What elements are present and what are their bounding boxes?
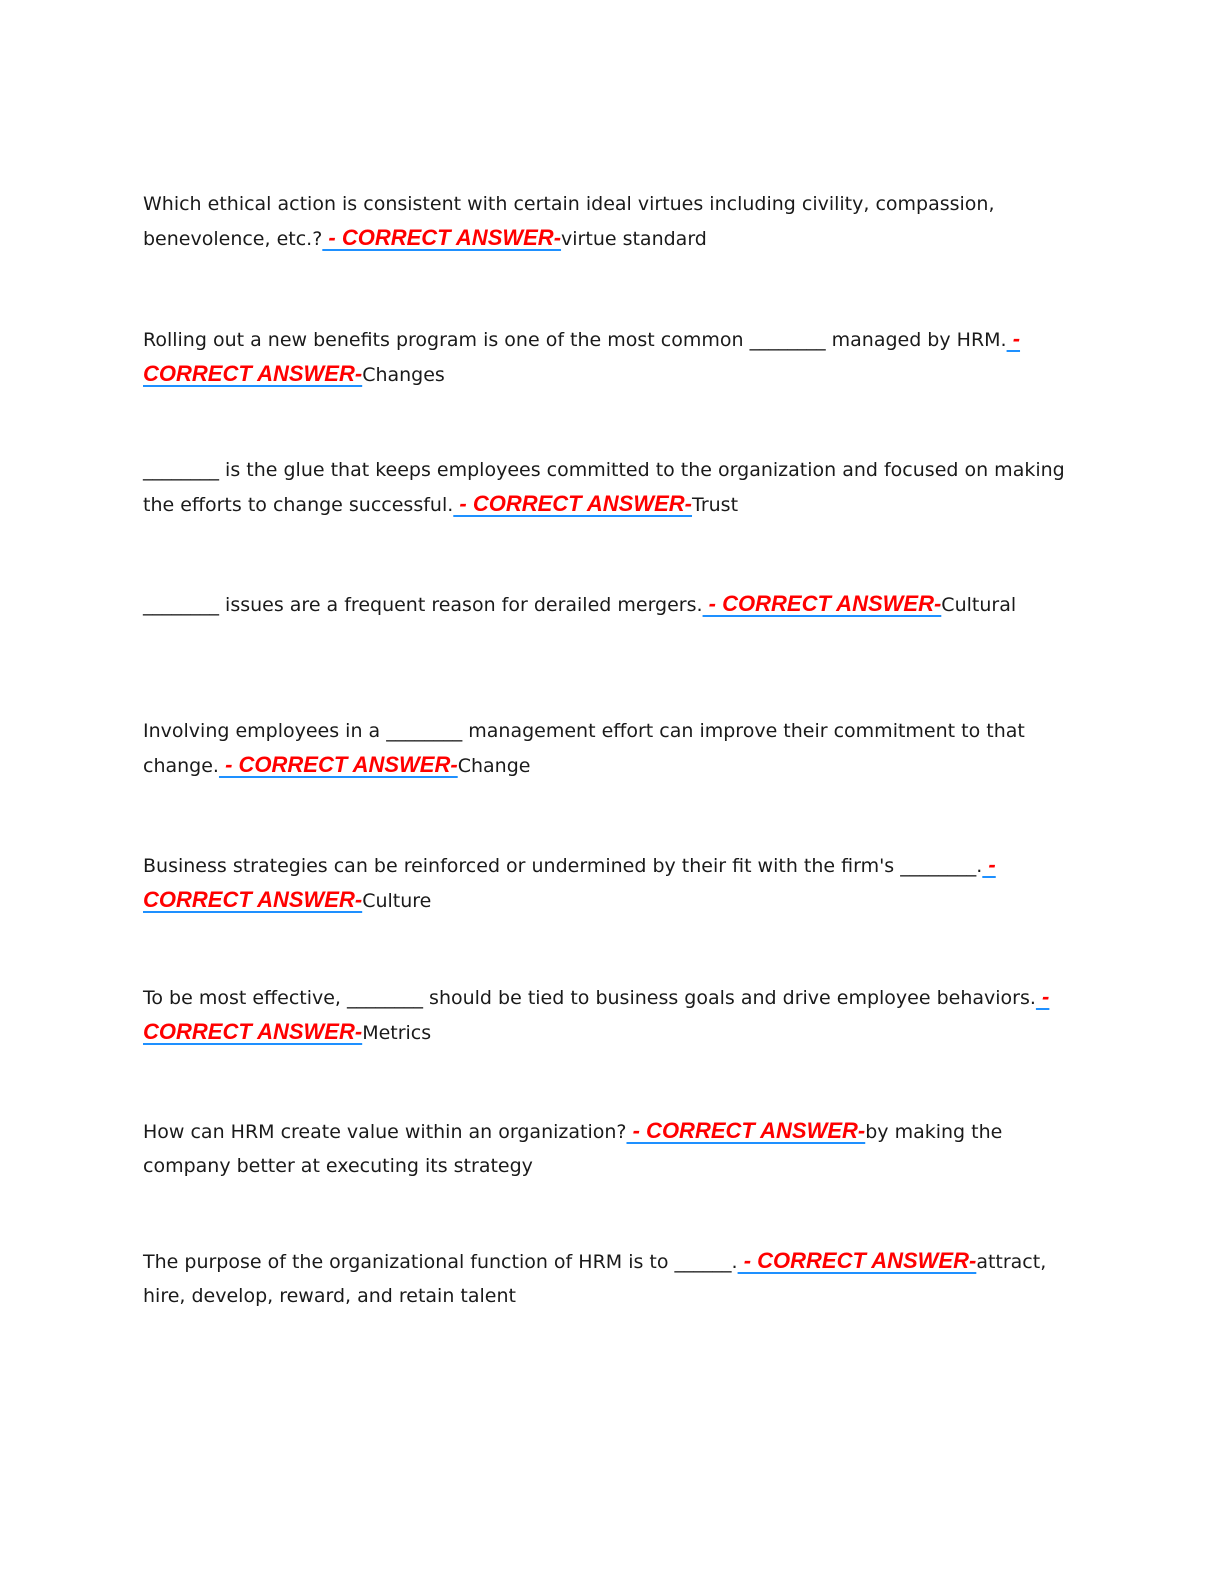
question-text: The purpose of the organizational function of HRM is to ______. — [143, 1251, 738, 1273]
correct-answer-marker: - CORRECT ANSWER- — [737, 1248, 977, 1273]
qa-item-4 — [143, 587, 1073, 622]
answer-text: Metrics — [362, 1022, 432, 1044]
qa-item-5 — [143, 714, 1073, 783]
answer-text: Cultural — [941, 594, 1017, 616]
qa-item-7 — [143, 980, 1073, 1050]
answer-text: Changes — [362, 364, 445, 386]
question-text: Business strategies can be reinforced or undermined by their fit with the firm's ________. — [143, 855, 983, 877]
correct-answer-marker: - CORRECT ANSWER- — [453, 491, 693, 516]
correct-answer-marker: - CORRECT ANSWER- — [702, 591, 942, 616]
answer-text: Culture — [362, 890, 432, 912]
correct-answer-marker: - CORRECT ANSWER- — [218, 752, 458, 777]
answer-text: virtue standard — [561, 228, 707, 250]
question-text: ________ is the glue that keeps employees committed to the organization and focused on making the efforts to change successful. — [143, 459, 1065, 516]
correct-answer-marker: - CORRECT ANSWER- — [143, 852, 996, 912]
qa-item-3 — [143, 453, 1073, 522]
question-text: Which ethical action is consistent with certain ideal virtues including civility, compassion, benevolence, etc.? — [143, 193, 995, 250]
question-text: ________ issues are a frequent reason for derailed mergers. — [143, 594, 703, 616]
answer-text: Change — [457, 755, 531, 777]
question-text: How can HRM create value within an organization? — [143, 1121, 627, 1143]
answer-text: Trust — [692, 494, 739, 516]
qa-item-2 — [143, 322, 1073, 392]
question-text: To be most effective, ________ should be tied to business goals and drive employee behaviors. — [143, 987, 1036, 1009]
qa-item-9 — [143, 1244, 1073, 1313]
correct-answer-marker: - CORRECT ANSWER- — [626, 1118, 866, 1143]
question-text: Involving employees in a ________ management effort can improve their commitment to that change. — [143, 720, 1025, 777]
qa-item-1 — [143, 187, 1073, 256]
question-text: Rolling out a new benefits program is one of the most common ________ managed by HRM. — [143, 329, 1007, 351]
correct-answer-marker: - CORRECT ANSWER- — [322, 225, 562, 250]
qa-item-6 — [143, 848, 1073, 918]
correct-answer-marker: - CORRECT ANSWER- — [143, 326, 1021, 386]
qa-item-8 — [143, 1114, 1073, 1183]
correct-answer-marker: - CORRECT ANSWER- — [143, 984, 1050, 1044]
answer-text: by making the company better at executing its strategy — [143, 1121, 1003, 1177]
answer-text: attract, hire, develop, reward, and retain talent — [143, 1251, 1047, 1307]
